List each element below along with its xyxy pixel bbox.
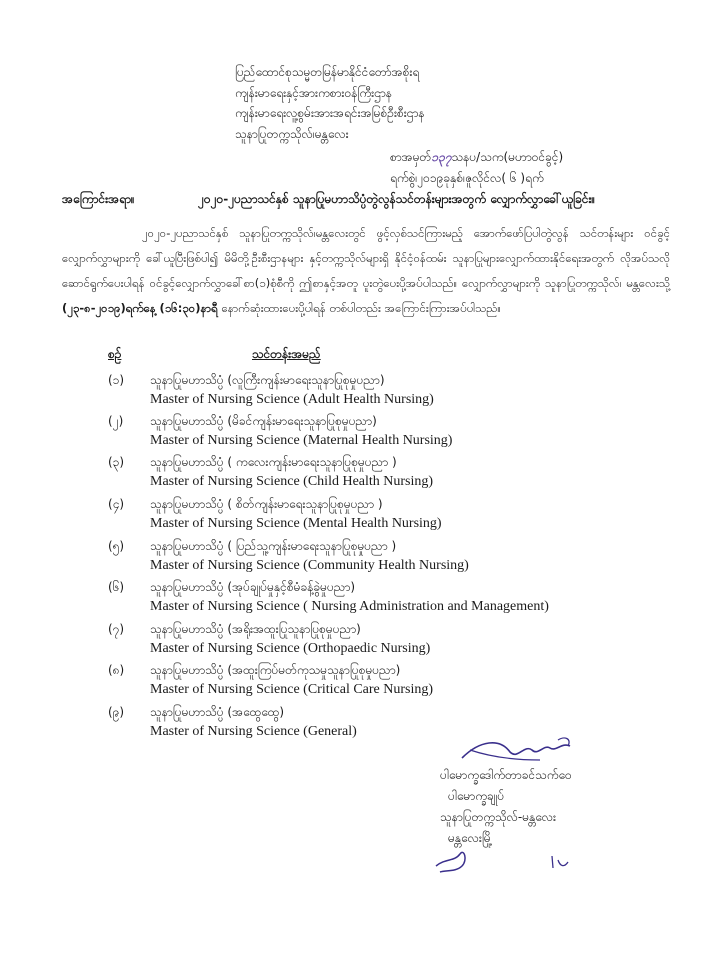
letterhead-university: သူနာပြုတက္ကသိုလ်၊မန္တလေး xyxy=(235,126,349,141)
subject-text: ၂၀၂၀-၂ပညာသင်နှစ် သူနာပြုမဟာသိပ္ပံတွဲလွန်သင်တန်းများအတွက် လျှောက်လွှာခေါ်ယူခြင်း။ xyxy=(198,192,596,206)
letterhead xyxy=(235,62,655,144)
column-header-number: စဉ် xyxy=(108,347,122,361)
course-name-myanmar: သူနာပြုမဟာသိပ္ပံ ( စိတ်ကျန်းမာရေးသူနာပြုစုမှုပညာ ) xyxy=(150,497,383,511)
course-name-myanmar: သူနာပြုမဟာသိပ္ပံ (အထူးကြပ်မတ်ကုသမှုသူနာပြုစုမှုပညာ) xyxy=(150,663,401,677)
letterhead-department: ကျန်းမာရေးလူ့စွမ်းအားအရင်းအမြစ်ဦးစီးဌာန xyxy=(235,106,425,120)
reference-prefix: စာအမှတ် xyxy=(390,150,432,164)
course-name-english: Master of Nursing Science (Community Health Nursing) xyxy=(150,558,469,573)
course-name-english: Master of Nursing Science (Orthopaedic Nursing) xyxy=(150,641,431,656)
deadline-time: (၁၆:၃၀)နာရီ xyxy=(159,301,218,315)
course-number: (၅) xyxy=(108,539,125,553)
course-name-english: Master of Nursing Science (Maternal Health Nursing) xyxy=(150,433,453,448)
course-name-english: Master of Nursing Science ( Nursing Administration and Management) xyxy=(150,599,549,614)
course-number: (၁) xyxy=(108,373,125,387)
course-number: (၄) xyxy=(108,497,125,511)
course-number: (၆) xyxy=(108,580,125,594)
body-paragraph xyxy=(62,221,670,321)
body-text-part1: ၂၀၂၀-၂ပညာသင်နှစ် သူနာပြုတက္ကသိုလ်၊မန္တလေးတွင် ဖွင့်လှစ်သင်ကြားမည့် အောက်ဖော်ပြပါတွဲလွန် သင်တန်းများ ဝင်ခွင့်လျှောက်လွှာများကို ခေါ်ယူပြီးဖြစ်ပါ၍ မိမိတို့ဦးစီးဌာနများ နှင့်တက္ကသိုလ်များရှိ နိုင်ငံ့ဝန်ထမ်း သူနာပြုများလျှောက်ထားနိုင်ရေးအတွက် လိုအပ်သလို ဆောင်ရွက်ပေးပါရန် ဝင်ခွင့်လျှောက်လွှာခေါ်စာ(၁)စုံစီကို ဤစာနှင့်အတူ ပူးတွဲပေးပို့အပ်ပါသည်။ လျှောက်လွှာများကို သူနာပြုတက္ကသိုလ်၊ မန္တလေးသို့ xyxy=(62,226,670,290)
course-number: (၃) xyxy=(108,455,125,469)
course-number: (၇) xyxy=(108,622,125,636)
course-name-myanmar: သူနာပြုမဟာသိပ္ပံ (လူကြီးကျန်းမာရေးသူနာပြုစုမှုပညာ) xyxy=(150,373,385,387)
subject-label: အကြောင်းအရာ။ xyxy=(62,192,135,206)
signatory-title: ပါမောက္ခချုပ် xyxy=(448,789,505,803)
reference-date: ရက်စွဲ၊၂၀၁၉ခုနှစ်၊ဇူလိုင်လ( ၆ )ရက် xyxy=(390,170,544,185)
signatory-institution: သူနာပြုတက္ကသိုလ်-မန္တလေး xyxy=(440,810,557,824)
course-name-myanmar: သူနာပြုမဟာသိပ္ပံ ( ကလေးကျန်းမာရေးသူနာပြုစုမှုပညာ ) xyxy=(150,455,397,469)
body-text-part2: နောက်ဆုံးထားပေးပို့ပါရန် တစ်ပါတည်း အကြောင်းကြားအပ်ပါသည်။ xyxy=(221,301,502,315)
course-name-myanmar: သူနာပြုမဟာသိပ္ပံ (အုပ်ချုပ်မှုနှင့်စီမံခန့်ခွဲမှုပညာ) xyxy=(150,580,356,594)
course-name-english: Master of Nursing Science (Adult Health Nursing) xyxy=(150,392,434,407)
course-name-english: Master of Nursing Science (Child Health Nursing) xyxy=(150,474,434,489)
course-name-myanmar: သူနာပြုမဟာသိပ္ပံ (အထွေထွေ) xyxy=(150,705,285,719)
initials-scribble xyxy=(432,842,582,878)
reference-number xyxy=(390,147,563,168)
course-name-english: Master of Nursing Science (Mental Health Nursing) xyxy=(150,516,442,531)
reference-suffix: သနပ/သက(မဟာဝင်ခွင့်) xyxy=(451,150,564,164)
reference-block xyxy=(390,147,563,188)
course-name-myanmar: သူနာပြုမဟာသိပ္ပံ ( ပြည်သူ့ကျန်းမာရေးသူနာပြုစုမှုပညာ ) xyxy=(150,539,397,553)
signature-block xyxy=(440,765,572,849)
course-name-myanmar: သူနာပြုမဟာသိပ္ပံ (အရိုးအထူးပြုသူနာပြုစုမှုပညာ) xyxy=(150,622,361,636)
course-name-english: Master of Nursing Science (General) xyxy=(150,724,357,739)
reference-handwritten-number: ၁၃၇ xyxy=(431,150,452,164)
course-number: (၂) xyxy=(108,414,124,428)
course-name-english: Master of Nursing Science (Critical Care Nursing) xyxy=(150,682,434,697)
signatory-name: ပါမောက္ခဒေါက်တာခင်သက်ဝေ xyxy=(440,768,572,782)
signatory-city: မန္တလေးမြို့ xyxy=(448,831,493,845)
letterhead-ministry: ကျန်းမာရေးနှင့်အားကစားဝန်ကြီးဌာန xyxy=(235,85,393,100)
course-number: (၉) xyxy=(108,705,125,719)
column-header-course: သင်တန်းအမည် xyxy=(252,347,321,361)
handwritten-signature xyxy=(440,730,590,768)
course-name-myanmar: သူနာပြုမဟာသိပ္ပံ (မိခင်ကျန်းမာရေးသူနာပြုစုမှုပညာ) xyxy=(150,414,377,428)
deadline-date: (၂၃-၈-၂၀၁၉)ရက်နေ့ xyxy=(62,301,156,315)
letterhead-government: ပြည်ထောင်စုသမ္မတမြန်မာနိုင်ငံတော်အစိုးရ xyxy=(235,65,420,79)
course-number: (၈) xyxy=(108,663,125,677)
